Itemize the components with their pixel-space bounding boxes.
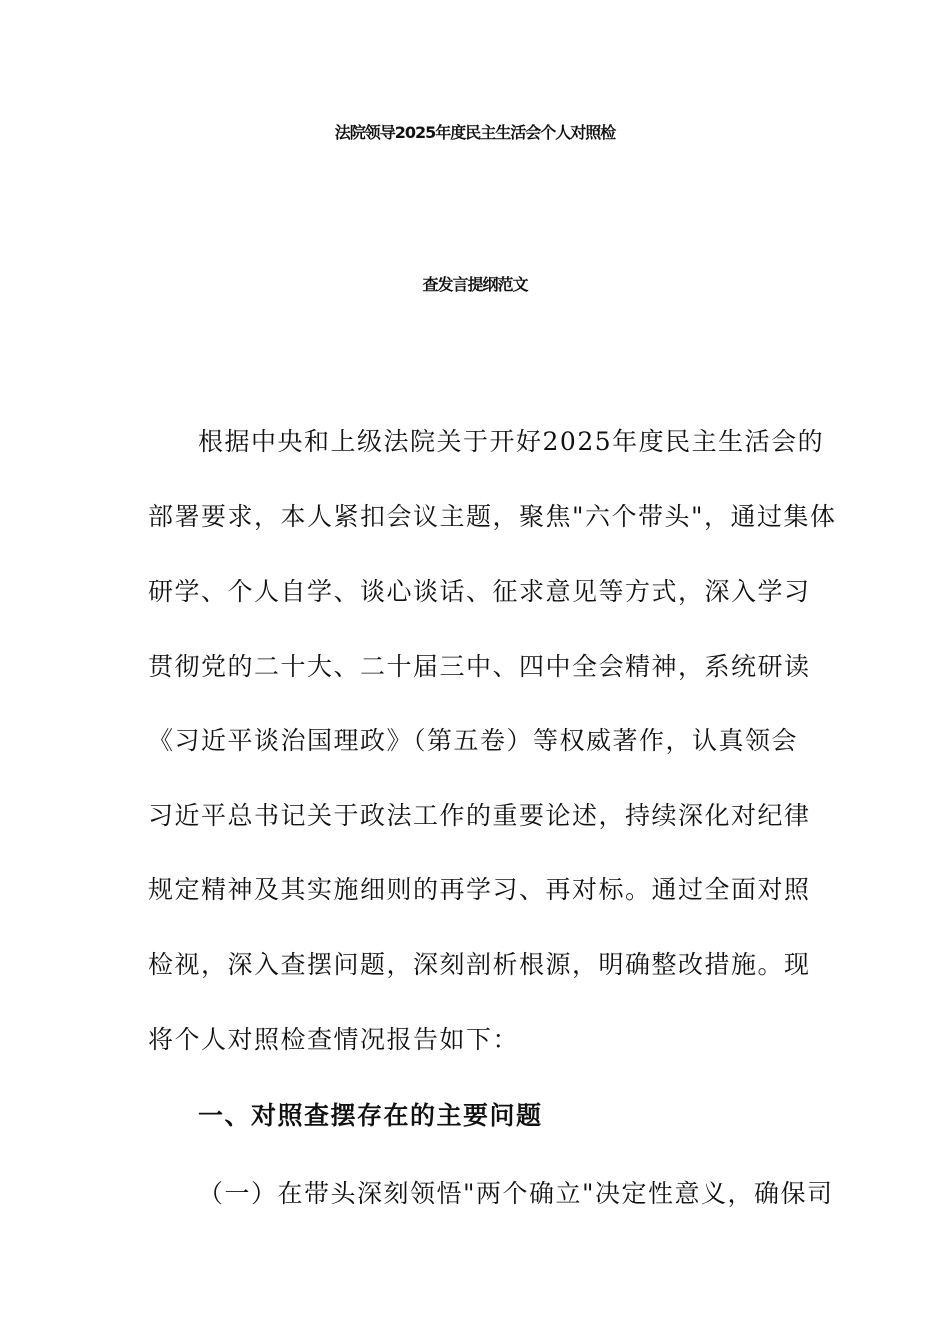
paragraph-line: 根据中央和上级法院关于开好2025年度民主生活会的 (198, 427, 825, 456)
document-title-line-2: 查发言提纲范文 (422, 275, 528, 294)
paragraph-line: 《习近平谈治国理政》（第五卷）等权威著作，认真领会 (148, 726, 799, 755)
paragraph-line: 将个人对照检查情况报告如下： (148, 1025, 520, 1054)
paragraph-line: 检视，深入查摆问题，深刻剖析根源，明确整改措施。现 (148, 950, 811, 979)
section-heading: 一、对照查摆存在的主要问题 (198, 1101, 543, 1130)
document-title-line-1: 法院领导2025年度民主生活会个人对照检 (334, 123, 616, 142)
paragraph-line: 习近平总书记关于政法工作的重要论述，持续深化对纪律 (148, 801, 811, 830)
paragraph-line: 部署要求，本人紧扣会议主题，聚焦"六个带头"，通过集体 (148, 502, 837, 531)
paragraph-line: 贯彻党的二十大、二十届三中、四中全会精神，系统研读 (148, 652, 811, 681)
subsection-line: （一）在带头深刻领悟"两个确立"决定性意义，确保司 (198, 1179, 834, 1208)
paragraph-line: 规定精神及其实施细则的再学习、再对标。通过全面对照 (148, 875, 811, 904)
paragraph-line: 研学、个人自学、谈心谈话、征求意见等方式，深入学习 (148, 577, 811, 606)
